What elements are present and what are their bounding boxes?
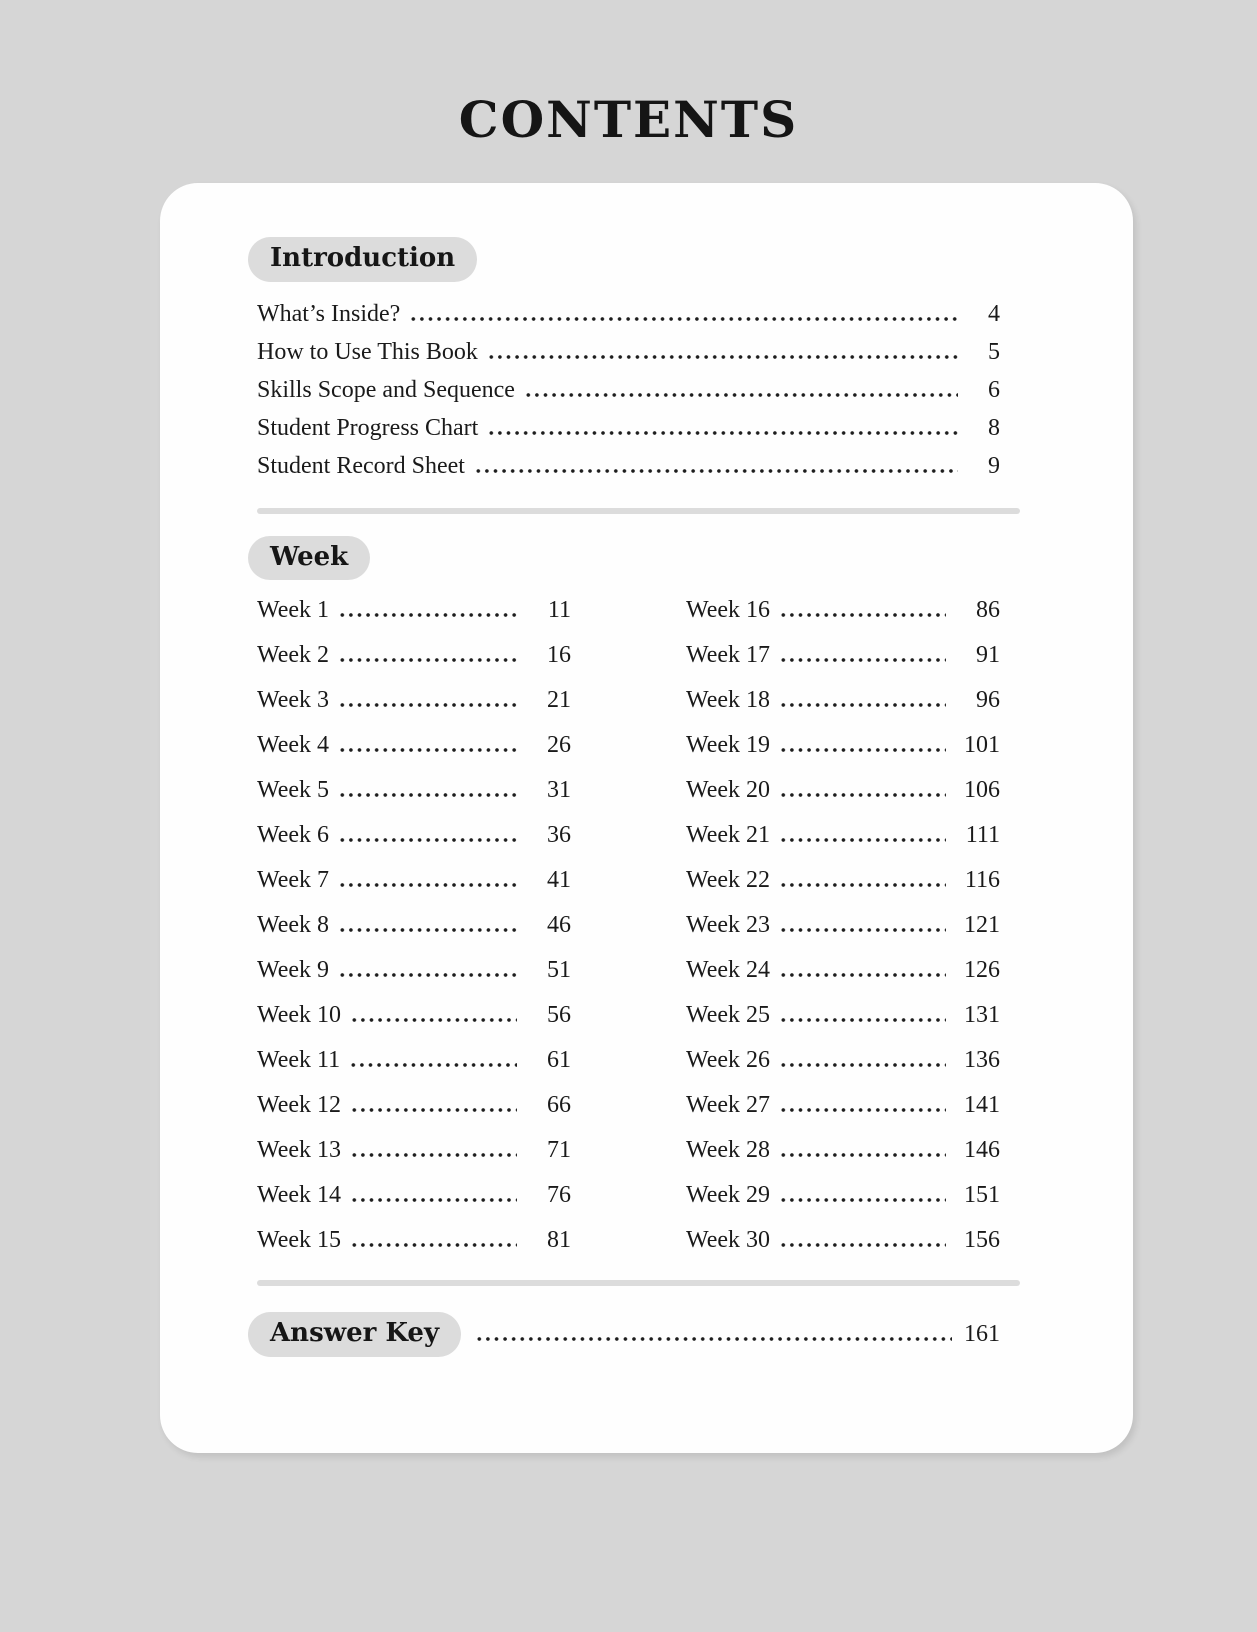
toc-row bbox=[257, 776, 571, 804]
toc-row bbox=[257, 414, 1000, 442]
page-number: 111 bbox=[965, 822, 1000, 849]
toc-entry-label: Week 28 bbox=[686, 1137, 771, 1164]
toc-row bbox=[686, 1001, 1000, 1029]
toc-row bbox=[686, 641, 1000, 669]
toc-row bbox=[257, 452, 1000, 480]
toc-row bbox=[686, 686, 1000, 714]
dot-leader bbox=[779, 703, 946, 707]
toc-entry-label: Week 10 bbox=[257, 1002, 342, 1029]
dot-leader bbox=[779, 793, 946, 797]
page-number: 116 bbox=[964, 867, 1000, 894]
dot-leader bbox=[779, 658, 946, 662]
page-number: 76 bbox=[547, 1182, 571, 1209]
toc-row bbox=[686, 1091, 1000, 1119]
introduction-badge: Introduction bbox=[248, 237, 477, 282]
dot-leader bbox=[350, 1198, 517, 1202]
dot-leader bbox=[338, 613, 517, 617]
page-number: 81 bbox=[547, 1227, 571, 1254]
toc-row bbox=[257, 1136, 571, 1164]
toc-entry-label: Week 2 bbox=[257, 642, 330, 669]
page-number: 126 bbox=[964, 957, 1000, 984]
dot-leader bbox=[338, 658, 517, 662]
dot-leader bbox=[779, 1198, 946, 1202]
page-number: 61 bbox=[547, 1047, 571, 1074]
toc-entry-label: Week 3 bbox=[257, 687, 330, 714]
toc-entry-label: Week 7 bbox=[257, 867, 330, 894]
page-number: 5 bbox=[988, 338, 1000, 365]
dot-leader bbox=[474, 469, 958, 473]
toc-row bbox=[257, 1181, 571, 1209]
toc-row bbox=[257, 686, 571, 714]
dot-leader bbox=[779, 1243, 946, 1247]
toc-entry-label: Week 21 bbox=[686, 822, 771, 849]
toc-row bbox=[257, 1046, 571, 1074]
page-number: 31 bbox=[547, 777, 571, 804]
toc-entry-label: Week 27 bbox=[686, 1092, 771, 1119]
toc-row bbox=[686, 866, 1000, 894]
toc-row bbox=[257, 911, 571, 939]
dot-leader bbox=[487, 431, 958, 435]
dot-leader bbox=[338, 703, 517, 707]
dot-leader bbox=[779, 1153, 946, 1157]
page-number: 86 bbox=[976, 597, 1000, 624]
page-number: 91 bbox=[976, 642, 1000, 669]
page-number: 36 bbox=[547, 822, 571, 849]
toc-row bbox=[257, 376, 1000, 404]
page-number: 131 bbox=[964, 1002, 1000, 1029]
page-number: 151 bbox=[964, 1182, 1000, 1209]
dot-leader bbox=[779, 928, 946, 932]
toc-row bbox=[686, 911, 1000, 939]
section-introduction bbox=[257, 237, 1020, 480]
toc-row bbox=[686, 821, 1000, 849]
toc-row bbox=[257, 1001, 571, 1029]
toc-row bbox=[686, 776, 1000, 804]
toc-entry-label: Week 18 bbox=[686, 687, 771, 714]
week-column-right bbox=[686, 596, 1000, 1254]
dot-leader bbox=[338, 793, 517, 797]
dot-leader bbox=[779, 883, 946, 887]
page-number: 11 bbox=[547, 597, 571, 624]
toc-row bbox=[257, 1091, 571, 1119]
page-number: 106 bbox=[964, 777, 1000, 804]
toc-row bbox=[257, 956, 571, 984]
dot-leader bbox=[779, 748, 946, 752]
toc-entry-label: Week 23 bbox=[686, 912, 771, 939]
dot-leader bbox=[779, 1063, 946, 1067]
page-number: 9 bbox=[988, 452, 1000, 479]
page-number: 66 bbox=[547, 1092, 571, 1119]
toc-entry-label: Week 25 bbox=[686, 1002, 771, 1029]
introduction-toc-list bbox=[257, 300, 1020, 480]
page-number: 51 bbox=[547, 957, 571, 984]
toc-entry-label: Week 13 bbox=[257, 1137, 342, 1164]
dot-leader bbox=[779, 973, 946, 977]
toc-row bbox=[257, 641, 571, 669]
page-number: 8 bbox=[988, 414, 1000, 441]
page-number: 156 bbox=[964, 1227, 1000, 1254]
toc-row bbox=[257, 300, 1000, 328]
page-number: 71 bbox=[547, 1137, 571, 1164]
toc-entry-label: Week 1 bbox=[257, 597, 330, 624]
toc-entry-label: Week 4 bbox=[257, 732, 330, 759]
toc-row bbox=[686, 1136, 1000, 1164]
page-number: 136 bbox=[964, 1047, 1000, 1074]
dot-leader bbox=[338, 928, 517, 932]
dot-leader bbox=[779, 613, 946, 617]
toc-entry-label: Student Record Sheet bbox=[257, 452, 465, 479]
toc-row bbox=[686, 1226, 1000, 1254]
dot-leader bbox=[350, 1153, 517, 1157]
page-number: 4 bbox=[988, 300, 1000, 327]
dot-leader bbox=[350, 1243, 517, 1247]
page-title: CONTENTS bbox=[458, 90, 799, 149]
dot-leader bbox=[350, 1108, 517, 1112]
dot-leader bbox=[338, 748, 517, 752]
toc-entry-label: What’s Inside? bbox=[257, 300, 401, 327]
toc-row bbox=[257, 731, 571, 759]
toc-entry-label: Week 29 bbox=[686, 1182, 771, 1209]
toc-entry-label: Week 5 bbox=[257, 777, 330, 804]
dot-leader bbox=[338, 973, 517, 977]
toc-entry-label: Week 6 bbox=[257, 822, 330, 849]
toc-entry-label: Skills Scope and Sequence bbox=[257, 376, 515, 403]
section-divider bbox=[257, 508, 1020, 514]
page-number: 26 bbox=[547, 732, 571, 759]
dot-leader bbox=[409, 317, 958, 321]
toc-entry-label: Week 11 bbox=[257, 1047, 341, 1074]
page-number: 146 bbox=[964, 1137, 1000, 1164]
dot-leader bbox=[338, 838, 517, 842]
page-number: 121 bbox=[964, 912, 1000, 939]
toc-entry-label: Week 22 bbox=[686, 867, 771, 894]
toc-row bbox=[257, 821, 571, 849]
dot-leader bbox=[779, 1018, 946, 1022]
toc-row bbox=[257, 596, 571, 624]
toc-entry-label: Week 26 bbox=[686, 1047, 771, 1074]
section-divider bbox=[257, 1280, 1020, 1286]
toc-row bbox=[686, 956, 1000, 984]
week-column-left bbox=[257, 596, 571, 1254]
toc-entry-label: Week 14 bbox=[257, 1182, 342, 1209]
dot-leader bbox=[779, 1108, 946, 1112]
dot-leader bbox=[487, 355, 958, 359]
toc-entry-label: Week 15 bbox=[257, 1227, 342, 1254]
dot-leader bbox=[475, 1337, 952, 1341]
toc-entry-label: Week 30 bbox=[686, 1227, 771, 1254]
page-number: 41 bbox=[547, 867, 571, 894]
toc-entry-label: Week 12 bbox=[257, 1092, 342, 1119]
toc-entry-label: Week 19 bbox=[686, 732, 771, 759]
page-number: 96 bbox=[976, 687, 1000, 714]
toc-row bbox=[686, 731, 1000, 759]
toc-entry-label: Week 20 bbox=[686, 777, 771, 804]
toc-row bbox=[257, 338, 1000, 366]
page-number: 161 bbox=[964, 1321, 1000, 1348]
toc-row bbox=[686, 596, 1000, 624]
toc-entry-label: Week 16 bbox=[686, 597, 771, 624]
toc-entry-label: Student Progress Chart bbox=[257, 414, 479, 441]
section-answer-key bbox=[257, 1312, 1020, 1357]
page-number: 16 bbox=[547, 642, 571, 669]
page-number: 46 bbox=[547, 912, 571, 939]
page-number: 21 bbox=[547, 687, 571, 714]
section-week bbox=[257, 536, 1020, 1255]
page-number: 6 bbox=[988, 376, 1000, 403]
toc-entry-label: Week 8 bbox=[257, 912, 330, 939]
dot-leader bbox=[524, 393, 958, 397]
toc-row bbox=[686, 1046, 1000, 1074]
week-badge: Week bbox=[248, 536, 370, 581]
dot-leader bbox=[349, 1063, 517, 1067]
page-number: 101 bbox=[964, 732, 1000, 759]
toc-entry-label: Week 9 bbox=[257, 957, 330, 984]
toc-row bbox=[257, 866, 571, 894]
toc-row bbox=[257, 1226, 571, 1254]
contents-card bbox=[160, 183, 1133, 1453]
dot-leader bbox=[779, 838, 946, 842]
dot-leader bbox=[338, 883, 517, 887]
toc-entry-label: How to Use This Book bbox=[257, 338, 478, 365]
toc-entry-label: Week 17 bbox=[686, 642, 771, 669]
answer-key-badge: Answer Key bbox=[248, 1312, 461, 1357]
toc-row bbox=[686, 1181, 1000, 1209]
toc-entry-label: Week 24 bbox=[686, 957, 771, 984]
page-number: 141 bbox=[964, 1092, 1000, 1119]
dot-leader bbox=[350, 1018, 517, 1022]
week-toc-grid bbox=[257, 596, 1020, 1254]
page-number: 56 bbox=[547, 1002, 571, 1029]
